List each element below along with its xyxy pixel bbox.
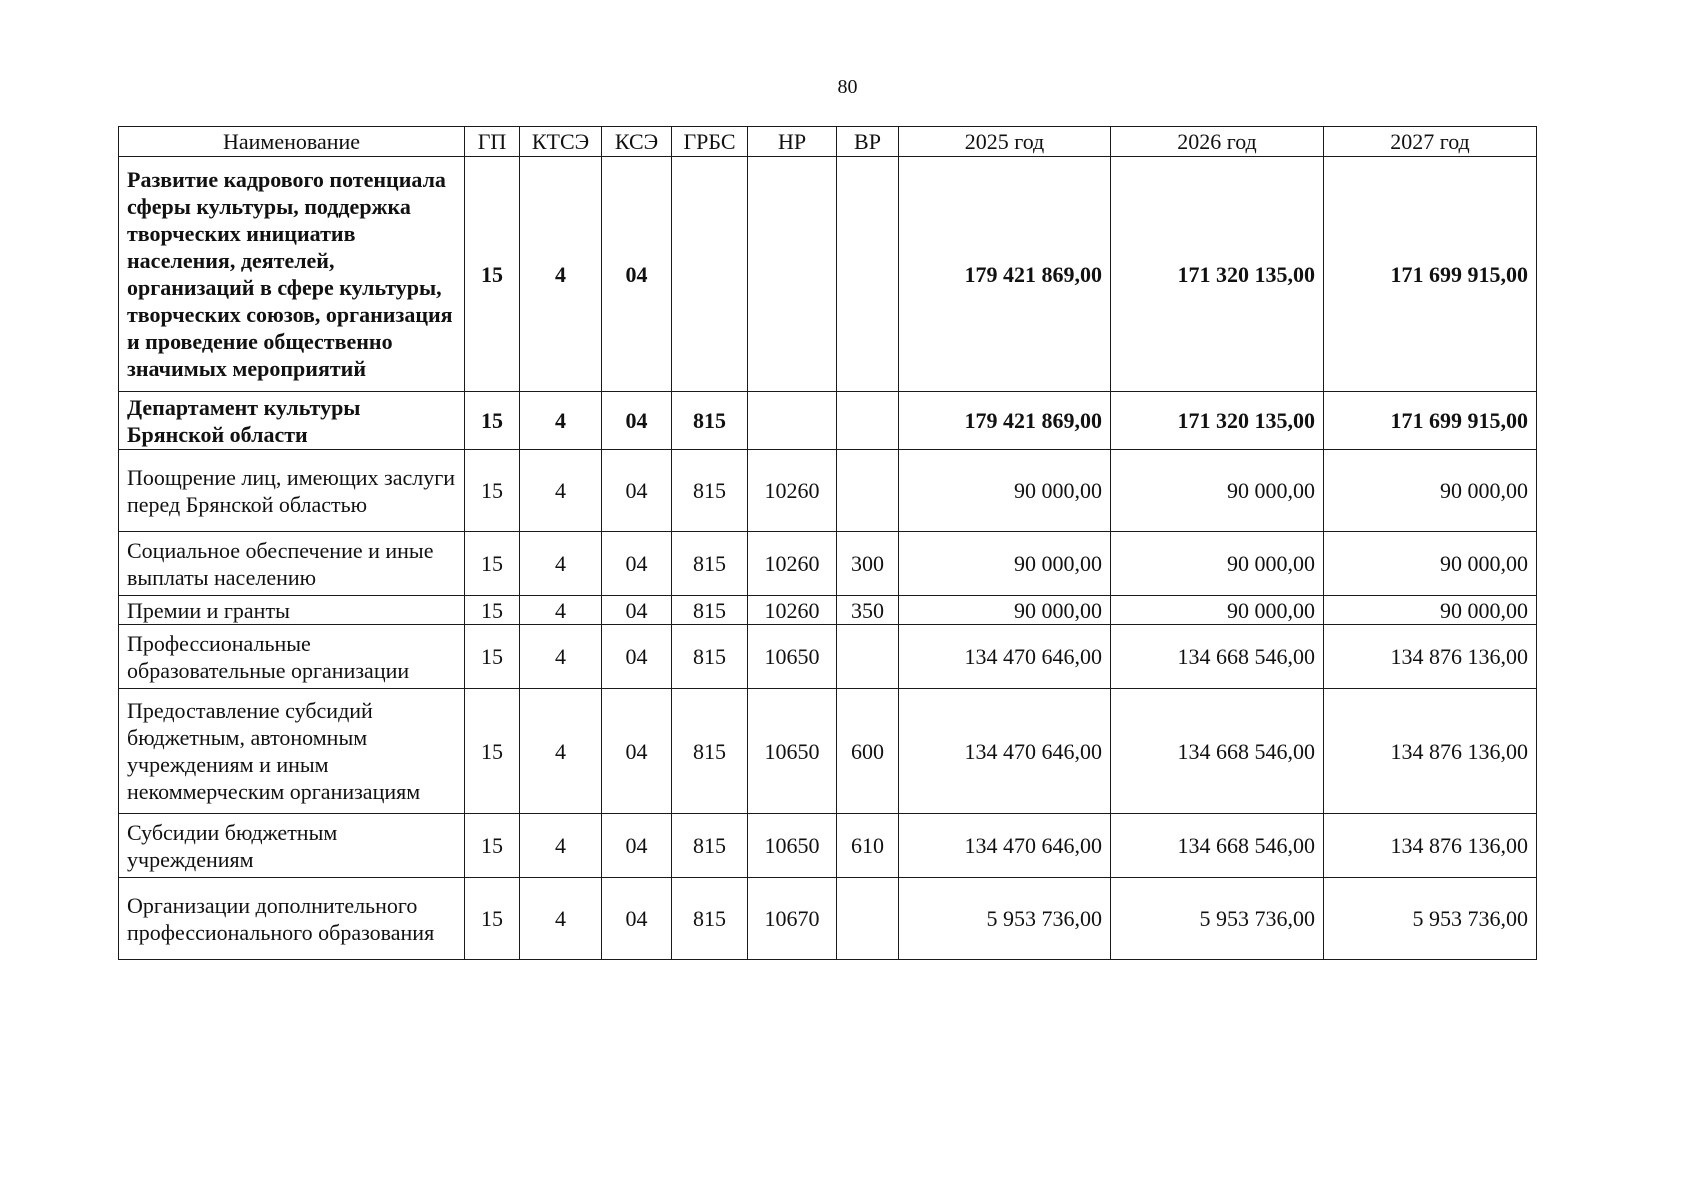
table-row xyxy=(119,689,1537,814)
header-ktse: КТСЭ xyxy=(520,127,602,157)
header-vr: ВР xyxy=(837,127,899,157)
cell-kse: 04 xyxy=(602,450,672,532)
cell-name: Профессиональные образовательные организации xyxy=(119,625,465,689)
page-number: 80 xyxy=(837,76,858,98)
cell-kse: 04 xyxy=(602,625,672,689)
cell-2025: 134 470 646,00 xyxy=(899,689,1111,814)
table-row xyxy=(119,878,1537,960)
budget-table xyxy=(118,126,1537,960)
cell-ktse: 4 xyxy=(520,532,602,596)
table-header-row xyxy=(119,127,1537,157)
cell-vr: 600 xyxy=(837,689,899,814)
cell-gp: 15 xyxy=(465,878,520,960)
cell-ktse: 4 xyxy=(520,625,602,689)
cell-vr xyxy=(837,878,899,960)
cell-2025: 90 000,00 xyxy=(899,532,1111,596)
cell-2026: 171 320 135,00 xyxy=(1111,392,1324,450)
header-grbs: ГРБС xyxy=(672,127,748,157)
cell-2025: 134 470 646,00 xyxy=(899,814,1111,878)
cell-2027: 134 876 136,00 xyxy=(1324,625,1537,689)
cell-name: Департамент культуры Брянской области xyxy=(119,392,465,450)
cell-ktse: 4 xyxy=(520,157,602,392)
cell-name: Премии и гранты xyxy=(119,596,465,625)
cell-vr: 610 xyxy=(837,814,899,878)
cell-grbs: 815 xyxy=(672,625,748,689)
cell-nr: 10670 xyxy=(748,878,837,960)
cell-2026: 134 668 546,00 xyxy=(1111,689,1324,814)
cell-kse: 04 xyxy=(602,596,672,625)
cell-nr: 10650 xyxy=(748,625,837,689)
cell-2026: 134 668 546,00 xyxy=(1111,814,1324,878)
table-row xyxy=(119,814,1537,878)
cell-2027: 5 953 736,00 xyxy=(1324,878,1537,960)
header-nr: НР xyxy=(748,127,837,157)
cell-name: Предоставление субсидий бюджетным, автономным учреждениям и иным некоммерческим организациям xyxy=(119,689,465,814)
cell-2027: 90 000,00 xyxy=(1324,532,1537,596)
cell-name: Субсидии бюджетным учреждениям xyxy=(119,814,465,878)
cell-nr: 10650 xyxy=(748,689,837,814)
cell-gp: 15 xyxy=(465,625,520,689)
cell-2025: 134 470 646,00 xyxy=(899,625,1111,689)
cell-2027: 171 699 915,00 xyxy=(1324,157,1537,392)
table-row xyxy=(119,532,1537,596)
cell-nr: 10260 xyxy=(748,532,837,596)
cell-kse: 04 xyxy=(602,392,672,450)
cell-vr xyxy=(837,625,899,689)
cell-vr xyxy=(837,450,899,532)
header-2026: 2026 год xyxy=(1111,127,1324,157)
cell-name: Социальное обеспечение и иные выплаты населению xyxy=(119,532,465,596)
cell-grbs: 815 xyxy=(672,532,748,596)
cell-2027: 90 000,00 xyxy=(1324,450,1537,532)
cell-2025: 5 953 736,00 xyxy=(899,878,1111,960)
table-row xyxy=(119,450,1537,532)
cell-2025: 179 421 869,00 xyxy=(899,392,1111,450)
cell-vr xyxy=(837,392,899,450)
cell-grbs: 815 xyxy=(672,689,748,814)
cell-ktse: 4 xyxy=(520,392,602,450)
cell-2027: 134 876 136,00 xyxy=(1324,814,1537,878)
cell-2026: 171 320 135,00 xyxy=(1111,157,1324,392)
header-name: Наименование xyxy=(119,127,465,157)
cell-2026: 90 000,00 xyxy=(1111,450,1324,532)
table-row xyxy=(119,596,1537,625)
cell-ktse: 4 xyxy=(520,450,602,532)
cell-kse: 04 xyxy=(602,878,672,960)
cell-kse: 04 xyxy=(602,814,672,878)
table-row xyxy=(119,157,1537,392)
cell-gp: 15 xyxy=(465,689,520,814)
cell-2026: 90 000,00 xyxy=(1111,532,1324,596)
cell-grbs: 815 xyxy=(672,596,748,625)
cell-kse: 04 xyxy=(602,532,672,596)
cell-ktse: 4 xyxy=(520,814,602,878)
cell-2025: 90 000,00 xyxy=(899,450,1111,532)
cell-2026: 5 953 736,00 xyxy=(1111,878,1324,960)
cell-nr: 10260 xyxy=(748,450,837,532)
cell-2025: 90 000,00 xyxy=(899,596,1111,625)
cell-grbs: 815 xyxy=(672,450,748,532)
cell-ktse: 4 xyxy=(520,596,602,625)
cell-grbs: 815 xyxy=(672,878,748,960)
cell-kse: 04 xyxy=(602,157,672,392)
cell-2027: 171 699 915,00 xyxy=(1324,392,1537,450)
cell-2026: 90 000,00 xyxy=(1111,596,1324,625)
cell-nr: 10650 xyxy=(748,814,837,878)
cell-gp: 15 xyxy=(465,450,520,532)
cell-nr xyxy=(748,157,837,392)
cell-nr: 10260 xyxy=(748,596,837,625)
cell-2027: 90 000,00 xyxy=(1324,596,1537,625)
cell-nr xyxy=(748,392,837,450)
cell-kse: 04 xyxy=(602,689,672,814)
cell-name: Развитие кадрового потенциала сферы культуры, поддержка творческих инициатив населения, деятелей, организаций в сфере культуры, творческих союзов, организация и проведение общественно значимых мероприятий xyxy=(119,157,465,392)
cell-vr xyxy=(837,157,899,392)
cell-gp: 15 xyxy=(465,532,520,596)
cell-ktse: 4 xyxy=(520,878,602,960)
cell-vr: 300 xyxy=(837,532,899,596)
header-gp: ГП xyxy=(465,127,520,157)
table-body xyxy=(119,157,1537,960)
cell-gp: 15 xyxy=(465,157,520,392)
table-row xyxy=(119,392,1537,450)
cell-vr: 350 xyxy=(837,596,899,625)
cell-grbs: 815 xyxy=(672,392,748,450)
cell-name: Поощрение лиц, имеющих заслуги перед Брянской областью xyxy=(119,450,465,532)
cell-2027: 134 876 136,00 xyxy=(1324,689,1537,814)
header-2027: 2027 год xyxy=(1324,127,1537,157)
cell-gp: 15 xyxy=(465,392,520,450)
table-row xyxy=(119,625,1537,689)
cell-gp: 15 xyxy=(465,596,520,625)
cell-2025: 179 421 869,00 xyxy=(899,157,1111,392)
cell-ktse: 4 xyxy=(520,689,602,814)
cell-grbs: 815 xyxy=(672,814,748,878)
cell-2026: 134 668 546,00 xyxy=(1111,625,1324,689)
header-kse: КСЭ xyxy=(602,127,672,157)
cell-name: Организации дополнительного профессионального образования xyxy=(119,878,465,960)
cell-gp: 15 xyxy=(465,814,520,878)
header-2025: 2025 год xyxy=(899,127,1111,157)
cell-grbs xyxy=(672,157,748,392)
